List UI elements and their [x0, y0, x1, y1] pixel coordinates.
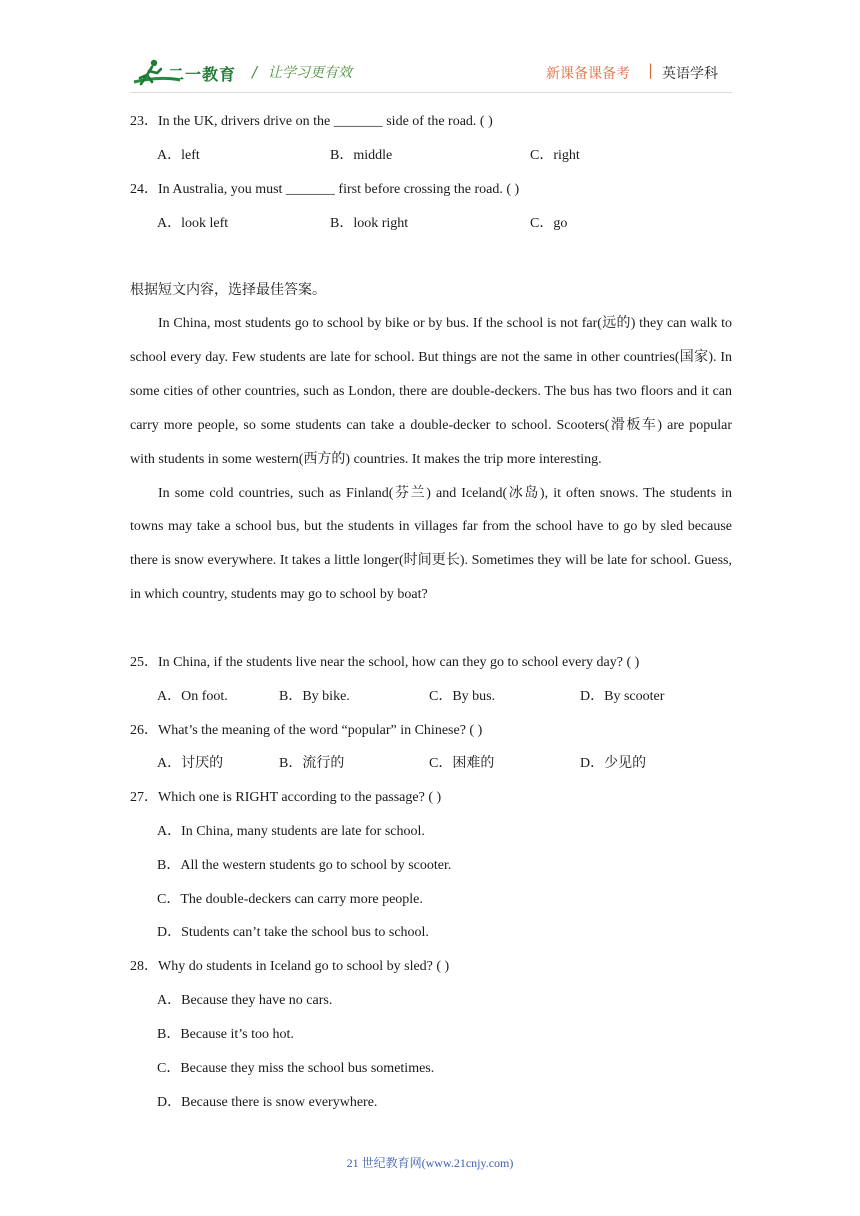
section-instruction: 根据短文内容，选择最佳答案。 — [130, 283, 326, 298]
page-header — [130, 54, 730, 90]
q27-option-b: B．All the western students go to school by scooter. — [157, 858, 452, 873]
q26-option-a: A．讨厌的 — [157, 756, 224, 771]
header-tag-course: 新课备课备考 — [546, 66, 630, 82]
q25-option-d: D．By scooter — [580, 689, 665, 704]
header-divider — [130, 92, 732, 93]
question-23: 23．In the UK, drivers drive on the _______ side of the road. ( ) — [130, 114, 493, 129]
q28-option-d: D．Because there is snow everywhere. — [157, 1095, 378, 1110]
q28-option-c: C．Because they miss the school bus sometimes. — [157, 1061, 435, 1076]
header-tag-separator: | — [648, 61, 654, 79]
passage-paragraph-2: In some cold countries, such as Finland(芬兰) and Iceland(冰岛), it often snows. The students in towns may take a school bus, but the students in villages far from the school have to go by sled because there is snow everywhere. It takes a little longer(时间更长). Sometimes they will be late for school. Guess, in which country, students may go to school by boat? — [130, 485, 732, 603]
q26-option-d: D．少见的 — [580, 756, 647, 771]
q27-option-c: C．The double-deckers can carry more people. — [157, 892, 423, 907]
q28-option-a: A．Because they have no cars. — [157, 993, 333, 1008]
question-27: 27．Which one is RIGHT according to the passage? ( ) — [130, 790, 442, 805]
question-25: 25．In China, if the students live near the school, how can they go to school every day? ( ) — [130, 655, 640, 670]
q24-option-a: A．look left — [157, 216, 229, 231]
q23-option-c: C．right — [530, 148, 580, 163]
logo-text: 二一教育 — [168, 65, 237, 84]
page-footer: 21 世纪教育网(www.21cnjy.com) — [346, 1156, 514, 1170]
q25-option-b: B．By bike. — [279, 689, 350, 704]
passage-paragraph-1: In China, most students go to school by bike or by bus. If the school is not far(远的) they can walk to school every day. Few students are late for school. But things are not the same in other countries(国家). In some cities of other countries, such as London, there are double-deckers. The bus has two floors and it can carry more people, so some students can take a double-decker to school. Scooters(滑板车) are popular with students in some western(西方的) countries. It makes the trip more interesting. — [130, 316, 732, 467]
q26-option-b: B．流行的 — [279, 756, 345, 771]
header-tag-subject: 英语学科 — [662, 66, 718, 82]
q28-option-b: B．Because it’s too hot. — [157, 1027, 294, 1042]
reading-passage — [130, 307, 732, 612]
q25-option-c: C．By bus. — [429, 689, 496, 704]
q27-option-a: A．In China, many students are late for school. — [157, 824, 425, 839]
q27-option-d: D．Students can’t take the school bus to school. — [157, 925, 429, 940]
slogan-separator: / — [252, 63, 258, 81]
q23-option-b: B．middle — [330, 148, 393, 163]
question-24: 24．In Australia, you must _______ first before crossing the road. ( ) — [130, 182, 520, 197]
question-26: 26．What’s the meaning of the word “popular” in Chinese? ( ) — [130, 723, 483, 738]
slogan: 让学习更有效 — [268, 65, 352, 81]
q23-option-a: A．left — [157, 148, 200, 163]
q24-option-b: B．look right — [330, 216, 409, 231]
q24-option-c: C．go — [530, 216, 568, 231]
question-28: 28．Why do students in Iceland go to school by sled? ( ) — [130, 959, 450, 974]
q25-option-a: A．On foot. — [157, 689, 228, 704]
q26-option-c: C．困难的 — [429, 756, 495, 771]
